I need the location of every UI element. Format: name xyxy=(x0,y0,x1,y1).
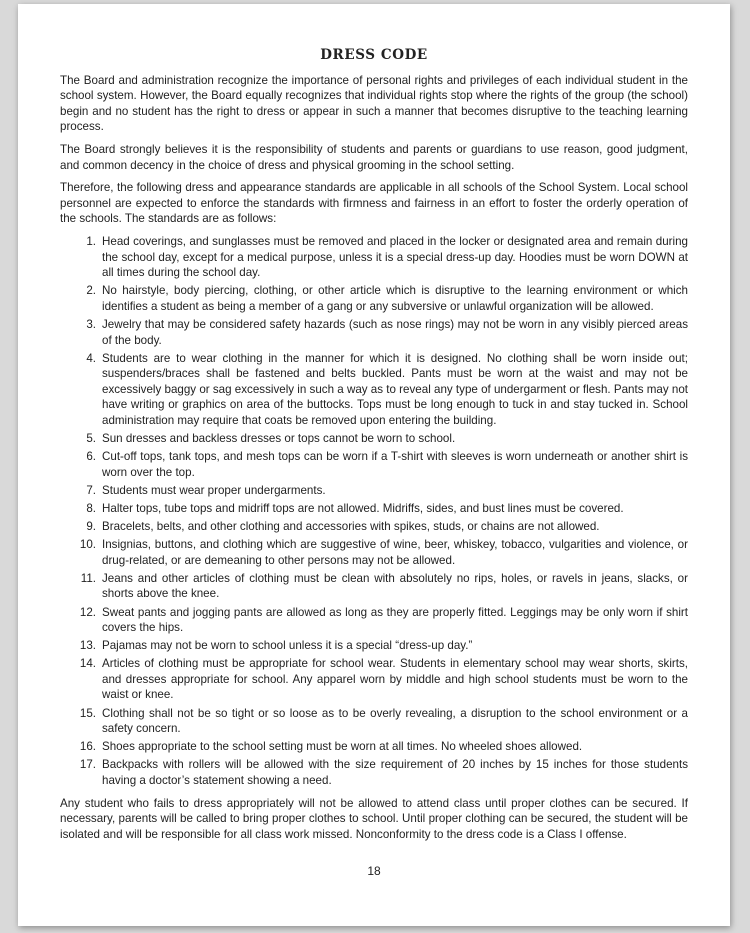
rule-item xyxy=(60,483,688,499)
rule-item xyxy=(60,431,688,447)
rule-item xyxy=(60,519,688,535)
rule-number: 16. xyxy=(79,740,96,754)
rule-item xyxy=(60,656,688,703)
rule-item xyxy=(60,317,688,348)
rule-item xyxy=(60,234,688,281)
rule-text: Backpacks with rollers will be allowed with the size requirement of 20 inches by 15 inches for those students having a doctor’s statement showing a need. xyxy=(102,758,688,787)
rule-number: 15. xyxy=(79,706,96,720)
rule-text: Cut-off tops, tank tops, and mesh tops can be worn if a T-shirt with sleeves is worn underneath or another shirt is worn over the top. xyxy=(102,450,688,479)
rule-number: 3. xyxy=(86,317,96,331)
rule-text: Halter tops, tube tops and midriff tops are not allowed. Midriffs, sides, and bust lines must be covered. xyxy=(102,501,624,515)
rule-item xyxy=(60,537,688,568)
rule-item xyxy=(60,501,688,517)
rule-text: Articles of clothing must be appropriate for school wear. Students in elementary school may wear shorts, skirts, and dresses appropriate for school. Any apparel worn by middle and high school students must be worn to the waist or knee. xyxy=(102,657,688,702)
rule-item xyxy=(60,283,688,314)
rule-number: 17. xyxy=(79,758,96,772)
rule-number: 9. xyxy=(86,520,96,534)
page-content xyxy=(60,44,688,849)
rule-text: No hairstyle, body piercing, clothing, or other article which is disruptive to the learning environment or which identifies a student as being a member of a gang or any subversive or unlawful organization will be allowed. xyxy=(102,284,688,313)
rule-text: Shoes appropriate to the school setting must be worn at all times. No wheeled shoes allowed. xyxy=(102,740,583,754)
closing-paragraph: Any student who fails to dress appropriately will not be allowed to attend class until proper clothes can be secured. If necessary, parents will be called to bring proper clothes to school. Until proper clothing can be secured, the student will be isolated and will be responsible for all class work missed. Nonconformity to the dress code is a Class I offense. xyxy=(60,796,688,841)
rule-number: 2. xyxy=(86,284,96,298)
rule-item xyxy=(60,571,688,602)
rule-number: 11. xyxy=(80,571,96,585)
rule-number: 13. xyxy=(79,639,96,653)
rule-item xyxy=(60,739,688,755)
rule-text: Head coverings, and sunglasses must be removed and placed in the locker or designated area and remain during the school day, except for a medical purpose, unless it is a special dress-up day. Hoodies must be worn DOWN at all times during the school day. xyxy=(102,234,688,280)
intro-paragraph-1: The Board and administration recognize the importance of personal rights and privileges of each individual student in the school system. However, the Board equally recognizes that individual rights stop where the rights of the group (the school) begin and no student has the right to dress or appear in such a manner that becomes disruptive to the teaching learning process. xyxy=(60,73,688,134)
rule-text: Clothing shall not be so tight or so loose as to be overly revealing, a disruption to the school environment or a safety concern. xyxy=(102,706,688,736)
intro-paragraph-2: The Board strongly believes it is the responsibility of students and parents or guardians to use reason, good judgment, and common decency in the choice of dress and physical grooming in the school setting. xyxy=(60,142,688,172)
rule-text: Sun dresses and backless dresses or tops cannot be worn to school. xyxy=(102,432,456,446)
rule-item xyxy=(60,638,688,654)
rule-number: 6. xyxy=(86,450,96,464)
rule-number: 7. xyxy=(86,483,96,497)
page-title: DRESS CODE xyxy=(320,47,428,63)
rule-text: Jewelry that may be considered safety hazards (such as nose rings) may not be worn in any visibly pierced areas of the body. xyxy=(102,317,688,347)
rule-number: 10. xyxy=(79,538,96,552)
page-number: 18 xyxy=(367,864,381,878)
rule-item xyxy=(60,605,688,636)
rule-item xyxy=(60,351,688,429)
rule-text: Students must wear proper undergarments. xyxy=(102,483,326,497)
rule-number: 5. xyxy=(86,432,96,446)
rule-text: Sweat pants and jogging pants are allowed as long as they are properly fitted. Leggings may be only worn if shirt covers the hips. xyxy=(102,605,688,635)
rule-text: Jeans and other articles of clothing must be clean with absolutely no rips, holes, or ravels in jeans, slacks, or shorts above the knee. xyxy=(102,571,688,601)
rule-text: Pajamas may not be worn to school unless it is a special “dress-up day.” xyxy=(102,639,473,653)
rule-number: 4. xyxy=(86,351,96,365)
rule-text: Students are to wear clothing in the manner for which it is designed. No clothing shall be worn inside out; suspenders/braces shall be fastened and belts buckled. Pants must be worn at the waist and may not be excessively baggy or sag excessively in such a way as to reveal any type of undergarment or flesh. Pants may not have writing or graphics on area of the buttocks. Tops must be long enough to tuck in and stay tucked in. School administration may require that coats be removed upon entering the building. xyxy=(102,351,688,427)
rule-number: 12. xyxy=(79,605,96,619)
rule-item xyxy=(60,706,688,737)
rule-text: Insignias, buttons, and clothing which are suggestive of wine, beer, whiskey, tobacco, vulgarities and violence, or drug-related, or are demeaning to other persons may not be allowed. xyxy=(102,538,688,567)
document-page xyxy=(18,4,730,926)
rule-number: 14. xyxy=(79,657,96,671)
rule-number: 8. xyxy=(86,501,96,515)
rule-text: Bracelets, belts, and other clothing and accessories with spikes, studs, or chains are not allowed. xyxy=(102,520,600,534)
rule-number: 1. xyxy=(86,234,96,248)
rule-item xyxy=(60,449,688,480)
dress-code-rules-list xyxy=(60,234,688,789)
rule-item xyxy=(60,757,688,788)
intro-paragraph-3: Therefore, the following dress and appearance standards are applicable in all schools of the School System. Local school personnel are expected to enforce the standards with firmness and fairness in an effort to foster the orderly operation of the schools. The standards are as follows: xyxy=(60,181,688,226)
